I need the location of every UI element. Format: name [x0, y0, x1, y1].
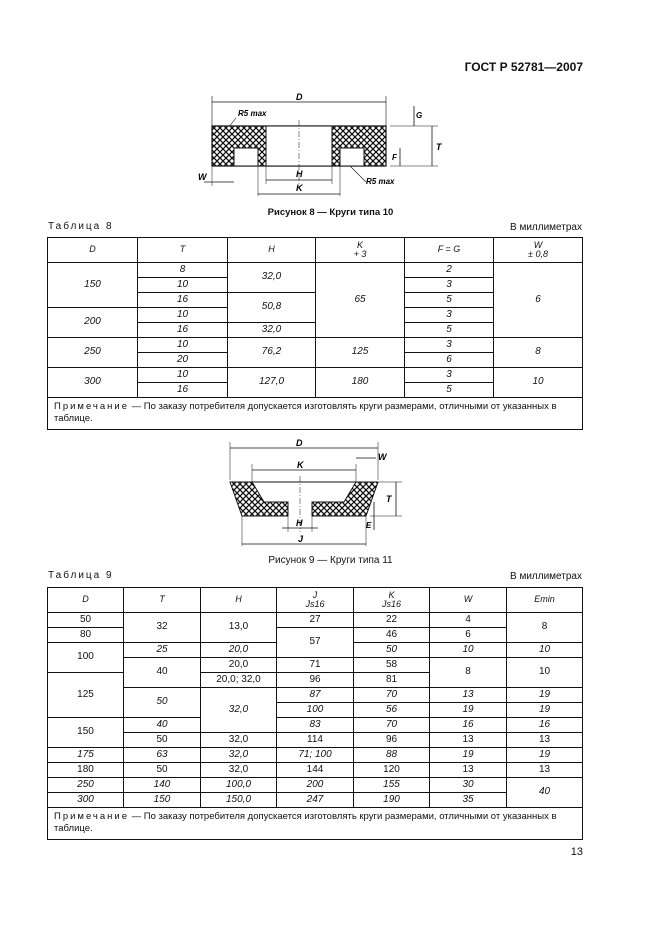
- table-9: [47, 587, 583, 840]
- cell-j: 83: [277, 718, 354, 733]
- fig9-label-t: T: [386, 494, 392, 504]
- cell-t: 16: [138, 323, 228, 338]
- cell-t: 10: [138, 368, 228, 383]
- cell-w: 13: [430, 733, 507, 748]
- cell-d: 250: [48, 778, 124, 793]
- fig9-label-k: K: [297, 460, 304, 470]
- table-8-note: Примечание — По заказу потребителя допускается изготовлять круги размерами, отличными от указанных в таблице.: [48, 398, 583, 430]
- fig9-label-h: H: [296, 518, 303, 528]
- cell-d: 100: [48, 643, 124, 673]
- t9-header-emin: Emin: [507, 588, 583, 613]
- t8-header-k: K + 3: [316, 238, 405, 263]
- table-row: [48, 368, 583, 383]
- cell-d: 125: [48, 673, 124, 718]
- figure-9-caption: Рисунок 9 — Круги типа 11: [268, 555, 393, 566]
- cell-d: 80: [48, 628, 124, 643]
- cell-t: 10: [138, 308, 228, 323]
- fig8-label-f: F: [392, 153, 397, 162]
- cell-e: 19: [507, 748, 583, 763]
- cell-k: 180: [316, 368, 405, 398]
- cell-f: 3: [405, 338, 494, 353]
- cell-w: 8: [494, 338, 583, 368]
- cell-f: 5: [405, 383, 494, 398]
- cell-j: 71: [277, 658, 354, 673]
- cell-k: 70: [354, 688, 430, 703]
- cell-h: 20,0; 32,0: [201, 673, 277, 688]
- cell-k: 190: [354, 793, 430, 808]
- cell-k: 58: [354, 658, 430, 673]
- cell-k: 88: [354, 748, 430, 763]
- table-row: [48, 263, 583, 278]
- cell-k: 120: [354, 763, 430, 778]
- cell-e: 8: [507, 613, 583, 643]
- cell-h: 32,0: [228, 323, 316, 338]
- cell-w: 19: [430, 748, 507, 763]
- table-row: [48, 718, 583, 733]
- cell-t: 16: [138, 293, 228, 308]
- t8-header-t: T: [138, 238, 228, 263]
- cell-e: 40: [507, 778, 583, 808]
- table-row: [48, 658, 583, 673]
- cell-k: 50: [354, 643, 430, 658]
- table-8-header-row: [48, 238, 583, 263]
- cell-w: 13: [430, 763, 507, 778]
- table-row: [48, 733, 583, 748]
- cell-w: 10: [430, 643, 507, 658]
- fig9-label-e: E: [366, 521, 372, 530]
- cell-t: 10: [138, 278, 228, 293]
- cell-t: 10: [138, 338, 228, 353]
- t9-header-w: W: [430, 588, 507, 613]
- cell-d: 150: [48, 263, 138, 308]
- cell-j: 57: [277, 628, 354, 658]
- cell-t: 8: [138, 263, 228, 278]
- cell-t: 63: [124, 748, 201, 763]
- cell-f: 2: [405, 263, 494, 278]
- table-row: [48, 688, 583, 703]
- table-9-units: В миллиметрах: [510, 571, 582, 582]
- table-row: [48, 338, 583, 353]
- cell-d: 175: [48, 748, 124, 763]
- cell-e: 16: [507, 718, 583, 733]
- cell-h: 32,0: [201, 688, 277, 733]
- cell-j: 87: [277, 688, 354, 703]
- t9-header-j: J Js16: [277, 588, 354, 613]
- cell-f: 3: [405, 368, 494, 383]
- cell-j: 247: [277, 793, 354, 808]
- table-9-note-row: [48, 808, 583, 840]
- cell-h: 50,8: [228, 293, 316, 323]
- cell-w: 10: [494, 368, 583, 398]
- table-row: [48, 613, 583, 628]
- cell-e: 10: [507, 643, 583, 658]
- cell-t: 150: [124, 793, 201, 808]
- fig8-label-g: G: [416, 111, 423, 120]
- table-9-header-row: [48, 588, 583, 613]
- cell-t: 32: [124, 613, 201, 643]
- cell-j: 71; 100: [277, 748, 354, 763]
- t9-header-t: T: [124, 588, 201, 613]
- fig9-label-d: D: [296, 438, 303, 448]
- fig8-label-t: T: [436, 142, 442, 152]
- cell-k: 125: [316, 338, 405, 368]
- document-header: ГОСТ Р 52781—2007: [464, 60, 583, 74]
- cell-j: 114: [277, 733, 354, 748]
- cell-h: 76,2: [228, 338, 316, 368]
- cell-t: 40: [124, 718, 201, 733]
- t9-header-h: H: [201, 588, 277, 613]
- cell-e: 19: [507, 688, 583, 703]
- fig8-label-d: D: [296, 92, 303, 102]
- fig8-label-w: W: [198, 172, 207, 182]
- cell-w: 6: [430, 628, 507, 643]
- fig9-label-w: W: [378, 452, 387, 462]
- t9-header-k: K Js16: [354, 588, 430, 613]
- cell-j: 100: [277, 703, 354, 718]
- t8-header-d: D: [48, 238, 138, 263]
- cell-f: 6: [405, 353, 494, 368]
- t8-header-h: H: [228, 238, 316, 263]
- cell-j: 27: [277, 613, 354, 628]
- cell-d: 50: [48, 613, 124, 628]
- cell-k: 46: [354, 628, 430, 643]
- cell-h: 13,0: [201, 613, 277, 643]
- cell-d: 200: [48, 308, 138, 338]
- cell-h: 20,0: [201, 643, 277, 658]
- cell-e: 13: [507, 733, 583, 748]
- figure-8-caption: Рисунок 8 — Круги типа 10: [267, 207, 394, 218]
- page-number: 13: [570, 846, 583, 858]
- table-8-label: Таблица 8: [48, 221, 114, 232]
- fig8-label-r5-top: R5 max: [238, 109, 267, 118]
- fig8-label-r5-bottom: R5 max: [366, 177, 395, 186]
- cell-k: 22: [354, 613, 430, 628]
- cell-f: 3: [405, 278, 494, 293]
- table-row: [48, 748, 583, 763]
- figure-8-drawing: [190, 92, 450, 202]
- cell-j: 200: [277, 778, 354, 793]
- cell-j: 144: [277, 763, 354, 778]
- table-9-note: Примечание — По заказу потребителя допускается изготовлять круги размерами, отличными от указанных в таблице.: [48, 808, 583, 840]
- cell-e: 10: [507, 658, 583, 688]
- cell-w: 6: [494, 263, 583, 338]
- cell-k: 81: [354, 673, 430, 688]
- cell-d: 180: [48, 763, 124, 778]
- cell-k: 96: [354, 733, 430, 748]
- cell-t: 50: [124, 733, 201, 748]
- cell-w: 35: [430, 793, 507, 808]
- cell-k: 70: [354, 718, 430, 733]
- cell-w: 4: [430, 613, 507, 628]
- cell-t: 16: [138, 383, 228, 398]
- table-row: [48, 763, 583, 778]
- cell-h: 32,0: [201, 733, 277, 748]
- cell-t: 20: [138, 353, 228, 368]
- cell-e: 13: [507, 763, 583, 778]
- cell-w: 13: [430, 688, 507, 703]
- cell-k: 155: [354, 778, 430, 793]
- table-8-note-row: [48, 398, 583, 430]
- cell-d: 300: [48, 793, 124, 808]
- cell-j: 96: [277, 673, 354, 688]
- cell-k: 56: [354, 703, 430, 718]
- t8-header-w: W ± 0,8: [494, 238, 583, 263]
- cell-w: 16: [430, 718, 507, 733]
- cell-h: 150,0: [201, 793, 277, 808]
- cell-h: 100,0: [201, 778, 277, 793]
- cell-t: 140: [124, 778, 201, 793]
- table-9-label: Таблица 9: [48, 570, 114, 581]
- cell-t: 40: [124, 658, 201, 688]
- cell-w: 8: [430, 658, 507, 688]
- table-row: [48, 778, 583, 793]
- cell-h: 20,0: [201, 658, 277, 673]
- cell-h: 32,0: [201, 763, 277, 778]
- cell-d: 150: [48, 718, 124, 748]
- fig8-label-k: K: [296, 183, 303, 193]
- t8-header-fg: F = G: [405, 238, 494, 263]
- cell-t: 50: [124, 688, 201, 718]
- cell-f: 5: [405, 323, 494, 338]
- cell-e: 19: [507, 703, 583, 718]
- cell-h: 32,0: [201, 748, 277, 763]
- cell-t: 25: [124, 643, 201, 658]
- fig8-label-h: H: [296, 169, 303, 179]
- cell-t: 50: [124, 763, 201, 778]
- cell-h: 32,0: [228, 263, 316, 293]
- cell-f: 5: [405, 293, 494, 308]
- cell-w: 30: [430, 778, 507, 793]
- cell-w: 19: [430, 703, 507, 718]
- cell-f: 3: [405, 308, 494, 323]
- cell-d: 300: [48, 368, 138, 398]
- cell-k: 65: [316, 263, 405, 338]
- table-8-units: В миллиметрах: [510, 222, 582, 233]
- cell-h: 127,0: [228, 368, 316, 398]
- table-8: [47, 237, 583, 430]
- fig9-label-j: J: [298, 534, 304, 544]
- table-row: [48, 793, 583, 808]
- figure-9-drawing: [210, 436, 410, 550]
- cell-d: 250: [48, 338, 138, 368]
- t9-header-d: D: [48, 588, 124, 613]
